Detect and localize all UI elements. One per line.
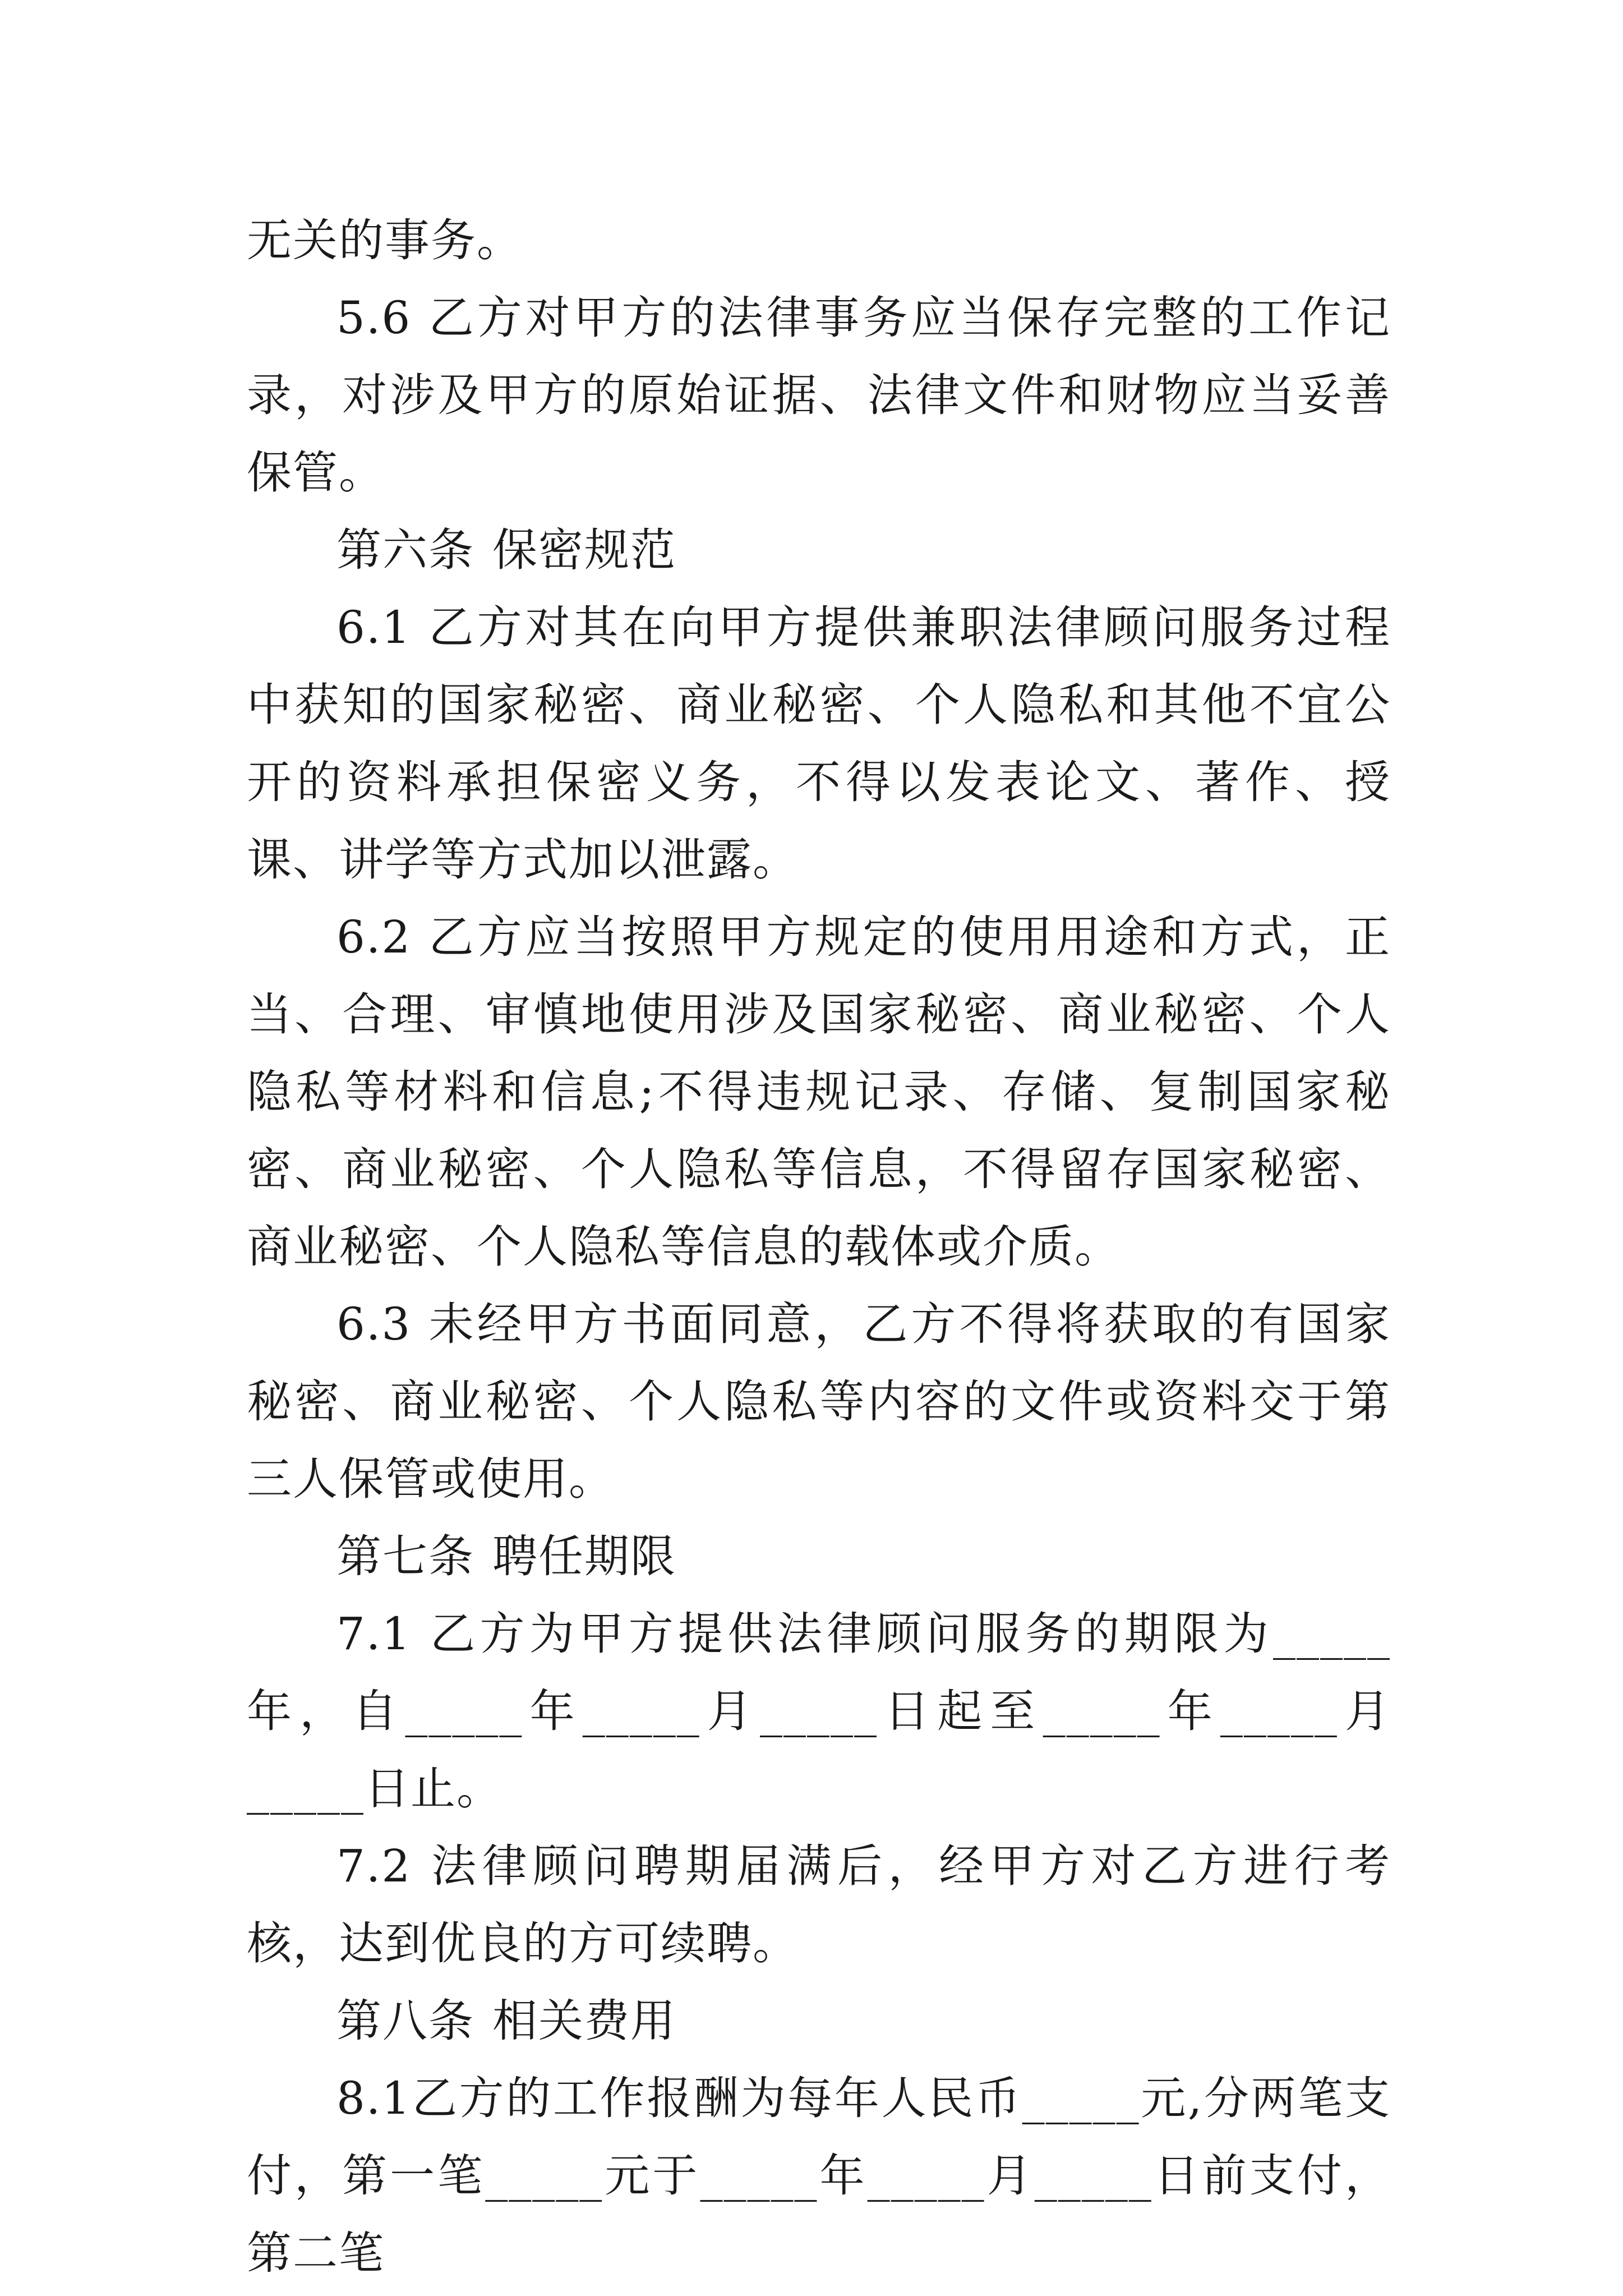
- document-body: [247, 202, 1391, 2292]
- clause-6-3: 6.3 未经甲方书面同意，乙方不得将获取的有国家秘密、商业秘密、个人隐私等内容的文件或资料交于第三人保管或使用。: [247, 1298, 1391, 1505]
- article-6-title: 保密规范: [492, 524, 676, 576]
- clause-6-1: 6.1 乙方对其在向甲方提供兼职法律顾问服务过程中获知的国家秘密、商业秘密、个人隐私和其他不宜公开的资料承担保密义务，不得以发表论文、著作、授课、讲学等方式加以泄露。: [247, 601, 1391, 886]
- clause-5-6: 5.6 乙方对甲方的法律事务应当保存完整的工作记录，对涉及甲方的原始证据、法律文件和财物应当妥善保管。: [247, 292, 1391, 499]
- paragraph-continuation: 无关的事务。: [247, 214, 523, 266]
- article-8-heading: [247, 1982, 1391, 2060]
- clause-7-1: 7.1 乙方为甲方提供法律顾问服务的期限为_____年，自_____年_____月_____日起至_____年_____月_____日止。: [247, 1608, 1391, 1815]
- article-8-title: 相关费用: [492, 1995, 676, 2047]
- article-7-label: 第七条: [336, 1530, 474, 1582]
- article-6-label: 第六条: [336, 524, 474, 576]
- clause-6-2: 6.2 乙方应当按照甲方规定的使用用途和方式，正当、合理、审慎地使用涉及国家秘密、商业秘密、个人隐私等材料和信息;不得违规记录、存储、复制国家秘密、商业秘密、个人隐私等信息，不得留存国家秘密、商业秘密、个人隐私等信息的载体或介质。: [247, 911, 1391, 1273]
- article-8-label: 第八条: [336, 1995, 474, 2047]
- clause-7-2: 7.2 法律顾问聘期届满后，经甲方对乙方进行考核，达到优良的方可续聘。: [247, 1840, 1391, 1970]
- clause-8-1: 8.1乙方的工作报酬为每年人民币_____元,分两笔支付，第一笔_____元于_____年_____月_____日前支付，第二笔: [247, 2072, 1391, 2279]
- article-7-title: 聘任期限: [492, 1530, 676, 1582]
- article-7-heading: [247, 1518, 1391, 1595]
- article-6-heading: [247, 512, 1391, 589]
